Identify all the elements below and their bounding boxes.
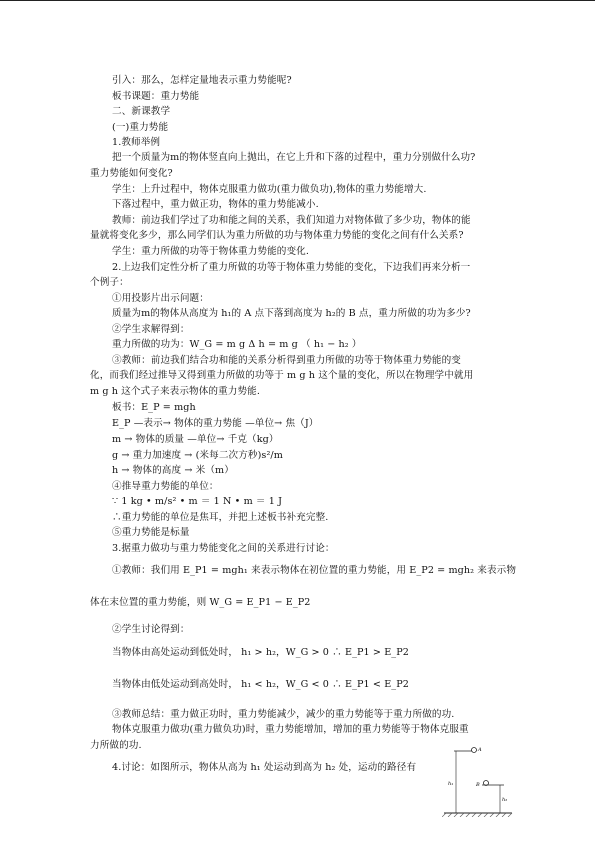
text-line: 力所做的功.: [90, 740, 142, 751]
text-line: 学生：重力所做的功等于物体重力势能的变化.: [112, 246, 310, 257]
text-line: 质量为m的物体从高度为 h₁的 A 点下落到高度为 h₂的 B 点，重力所做的功为多少?: [112, 308, 471, 319]
text-line: 量就将变化多少，那么同学们认为重力所做的功与物体重力势能的变化之间有什么关系?: [90, 230, 464, 241]
text-line: ⑤重力势能是标量: [112, 527, 190, 538]
heights-figure: [442, 745, 514, 817]
text-line: E_P —表示→ 物体的重力势能 —单位→ 焦（J）: [112, 418, 319, 429]
text-line: 体在末位置的重力势能，则 W_G = E_P1 − E_P2: [90, 597, 311, 608]
label-h1: h₁: [448, 781, 454, 787]
text-line: ②学生求解得到：: [112, 324, 190, 335]
text-line: ③教师总结：重力做正功时，重力势能减少，减少的重力势能等于重力所做的功.: [112, 709, 455, 720]
text-line: ①教师：我们用 E_P1 = mgh₁ 来表示物体在初位置的重力势能，用 E_P2 = mgh₂ 来表示物: [112, 565, 517, 576]
text-line: 把一个质量为m的物体竖直向上抛出，在它上升和下落的过程中，重力分别做什么功?: [112, 152, 476, 163]
text-line: 4.讨论：如图所示，物体从高为 h₁ 处运动到高为 h₂ 处，运动的路径有: [112, 762, 417, 773]
text-line: 1.教师举例: [112, 137, 161, 148]
text-line: 下落过程中，重力做正功，物体的重力势能减小.: [112, 199, 319, 210]
text-line: 当物体由低处运动到高处时， h₁ < h₂，W_G < 0 ∴ E_P1 < E_P2: [112, 679, 409, 690]
text-line: 板书：E_P = mgh: [112, 402, 196, 413]
text-line: ③教师：前边我们结合功和能的关系分析得到重力所做的功等于物体重力势能的变: [112, 355, 461, 366]
text-line: ④推导重力势能的单位：: [112, 481, 219, 492]
text-line: 引入：那么，怎样定量地表示重力势能呢?: [112, 75, 292, 86]
text-line: 2.上边我们定性分析了重力所做的功等于物体重力势能的变化，下边我们再来分析一: [112, 262, 471, 273]
text-line: 板书课题：重力势能: [112, 91, 200, 102]
header-rule: [0, 0, 595, 1]
text-line: 学生：上升过程中，物体克服重力做功(重力做负功),物体的重力势能增大.: [112, 184, 427, 195]
text-line: h → 物体的高度 → 米（m）: [112, 465, 234, 476]
text-line: ①用投影片出示问题：: [112, 293, 209, 304]
text-line: 重力势能如何变化?: [90, 168, 173, 179]
text-line: 3.据重力做功与重力势能变化之间的关系进行讨论：: [112, 543, 335, 554]
text-line: ∵ 1 kg • m/s² • m ＝ 1 N • m ＝ 1 J: [112, 496, 283, 507]
text-line: m g h 这个式子来表示物体的重力势能.: [90, 386, 261, 397]
text-line: 当物体由高处运动到低处时， h₁ > h₂，W_G > 0 ∴ E_P1 > E_P2: [112, 647, 409, 658]
text-line: 重力所做的功为：W_G = m g Δ h = m g （ h₁ − h₂ ）: [112, 339, 362, 350]
text-line: ②学生讨论得到：: [112, 624, 190, 635]
text-line: 物体克服重力做功(重力做负功)时，重力势能增加，增加的重力势能等于物体克服重: [112, 724, 469, 735]
text-line: 二、新课教学: [112, 106, 171, 117]
label-h2: h₂: [502, 797, 508, 803]
text-line: ∴重力势能的单位是焦耳，并把上述板书补充完整.: [112, 512, 329, 523]
text-line: 化，而我们经过推导又得到重力所做的功等于 m g h 这个量的变化，所以在物理学中就用: [90, 370, 474, 381]
text-line: g → 重力加速度 → (米每二次方秒)s²/m: [112, 450, 283, 461]
label-b: B: [476, 782, 480, 788]
text-line: 教师：前边我们学过了功和能之间的关系，我们知道力对物体做了多少功，物体的能: [112, 215, 471, 226]
text-line: 个例子：: [90, 277, 129, 288]
text-line: m → 物体的质量 —单位→ 千克（kg）: [112, 434, 279, 445]
point-a: [472, 748, 477, 753]
label-a: A: [478, 747, 482, 753]
text-line: (一)重力势能: [112, 122, 169, 133]
